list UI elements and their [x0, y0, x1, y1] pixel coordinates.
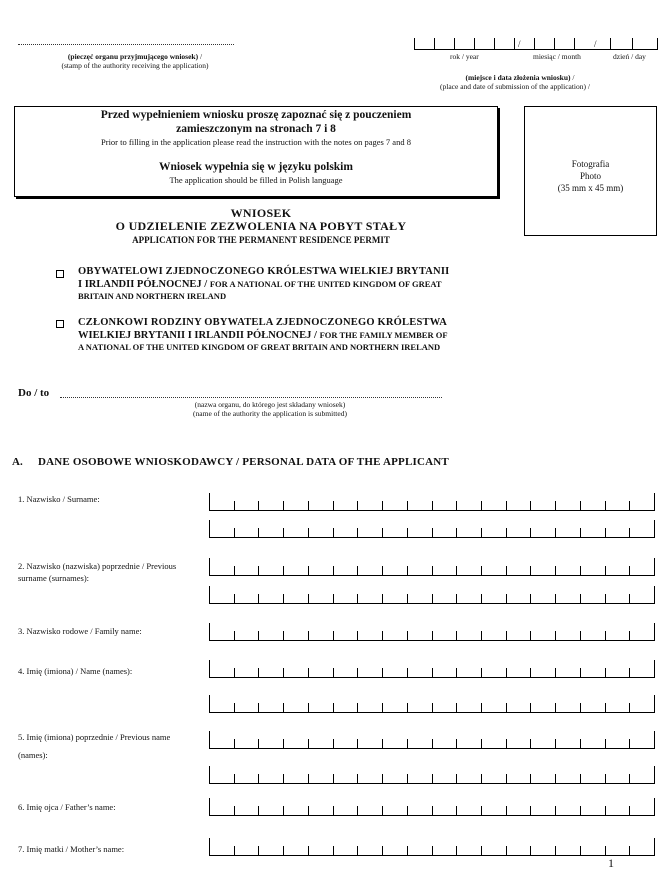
- form-title-line2: O UDZIELENIE ZEZWOLENIA NA POBYT STAŁY: [115, 219, 407, 233]
- notice-line2-pl: zamieszczonym na stronach 7 i 8: [176, 123, 336, 135]
- option-family-member-text: [78, 317, 498, 352]
- notice-line3-en: The application should be filled in Polish language: [169, 175, 343, 185]
- field7-label: 7. Imię matki / Mother’s name:: [18, 844, 125, 854]
- name-boxes-row2[interactable]: [209, 695, 655, 713]
- photo-label-en: Photo: [579, 171, 601, 181]
- surname-boxes-row1[interactable]: [209, 493, 655, 511]
- option-uk-national-text: [78, 266, 498, 301]
- form-title-line3: APPLICATION FOR THE PERMANENT RESIDENCE PERMIT: [132, 235, 390, 245]
- option-uk-national-checkbox[interactable]: [56, 270, 64, 278]
- option2-pl-a: CZŁONKOWI RODZINY OBYWATELA ZJEDNOCZONEGO KRÓLESTWA: [78, 317, 448, 328]
- notice-line3-pl: Wniosek wypełnia się w języku polskim: [159, 161, 353, 173]
- option1-en-c: BRITAIN AND NORTHERN IRELAND: [78, 291, 227, 301]
- notice-line1-en: Prior to filling in the application please read the instruction with the notes on pages 7 and 8: [101, 137, 411, 147]
- place-label-en: (place and date of submission of the application) /: [440, 82, 590, 91]
- date-day-label: dzień / day: [613, 52, 646, 61]
- previous-surname-boxes-row2[interactable]: [209, 586, 655, 604]
- previous-surname-boxes-row1[interactable]: [209, 558, 655, 576]
- field5-label-a: 5. Imię (imiona) poprzednie / Previous name: [18, 732, 171, 742]
- photo-label-pl: Fotografia: [571, 159, 610, 169]
- field2-label-a: 2. Nazwisko (nazwiska) poprzednie / Previous: [18, 561, 177, 571]
- stamp-slash: /: [199, 52, 203, 61]
- date-separator-1: /: [518, 39, 521, 49]
- stamp-label: [40, 52, 230, 61]
- submission-date-boxes[interactable]: [414, 38, 658, 50]
- stamp-dotted-line: [18, 44, 234, 45]
- name-boxes-row1[interactable]: [209, 660, 655, 678]
- photo-box[interactable]: [524, 106, 657, 236]
- field3-label: 3. Nazwisko rodowe / Family name:: [18, 626, 142, 636]
- option2-en-c: A NATIONAL OF THE UNITED KINGDOM OF GREAT BRITAIN AND NORTHERN IRELAND: [78, 342, 441, 352]
- section-a-letter: A.: [12, 456, 23, 468]
- option2-pl-b: WIELKIEJ BRYTANII I IRLANDII PÓŁNOCNEJ /: [78, 330, 320, 341]
- option-family-member-checkbox[interactable]: [56, 320, 64, 328]
- date-month-label: miesiąc / month: [533, 52, 581, 61]
- authority-sub-en: (name of the authority the application is submitted): [193, 409, 347, 418]
- field2-label-b: surname (surnames):: [18, 573, 90, 583]
- stamp-label-pl: (pieczęć organu przyjmującego wniosek): [67, 52, 199, 61]
- previous-name-boxes-row1[interactable]: [209, 731, 655, 749]
- instruction-notice-box: [14, 106, 498, 197]
- previous-name-boxes-row2[interactable]: [209, 766, 655, 784]
- photo-size: (35 mm x 45 mm): [557, 183, 624, 193]
- surname-boxes-row2[interactable]: [209, 520, 655, 538]
- authority-sub-pl: (nazwa organu, do którego jest składany wniosek): [194, 400, 346, 409]
- field6-label: 6. Imię ojca / Father’s name:: [18, 802, 116, 812]
- date-year-label: rok / year: [450, 52, 479, 61]
- option1-pl-a: OBYWATELOWI ZJEDNOCZONEGO KRÓLESTWA WIELKIEJ BRYTANII: [78, 266, 450, 277]
- family-name-boxes[interactable]: [209, 623, 655, 641]
- form-title-line1: WNIOSEK: [230, 206, 292, 220]
- authority-input-line[interactable]: [60, 397, 442, 398]
- option1-en-b: FOR A NATIONAL OF THE UNITED KINGDOM OF GREAT: [209, 279, 442, 289]
- notice-line1-pl: Przed wypełnieniem wniosku proszę zapoznać się z pouczeniem: [100, 109, 412, 121]
- field1-label: 1. Nazwisko / Surname:: [18, 494, 100, 504]
- place-label: [430, 73, 610, 82]
- field5-label-b: (names):: [18, 750, 48, 760]
- section-a-title: DANE OSOBOWE WNIOSKODAWCY / PERSONAL DATA OF THE APPLICANT: [38, 456, 449, 468]
- field4-label: 4. Imię (imiona) / Name (names):: [18, 666, 133, 676]
- stamp-label-en: (stamp of the authority receiving the application): [61, 61, 209, 70]
- page-number: 1: [608, 856, 614, 870]
- authority-label: Do / to: [18, 387, 50, 399]
- place-slash: /: [572, 73, 575, 82]
- option2-en-b: FOR THE FAMILY MEMBER OF: [319, 330, 448, 340]
- option1-pl-b: I IRLANDII PÓŁNOCNEJ /: [78, 279, 210, 290]
- option2-line2: [78, 329, 498, 342]
- place-label-pl: (miejsce i data złożenia wniosku): [465, 73, 571, 82]
- option1-line2: [78, 278, 498, 291]
- date-separator-2: /: [594, 39, 597, 49]
- mother-name-boxes[interactable]: [209, 838, 655, 856]
- father-name-boxes[interactable]: [209, 798, 655, 816]
